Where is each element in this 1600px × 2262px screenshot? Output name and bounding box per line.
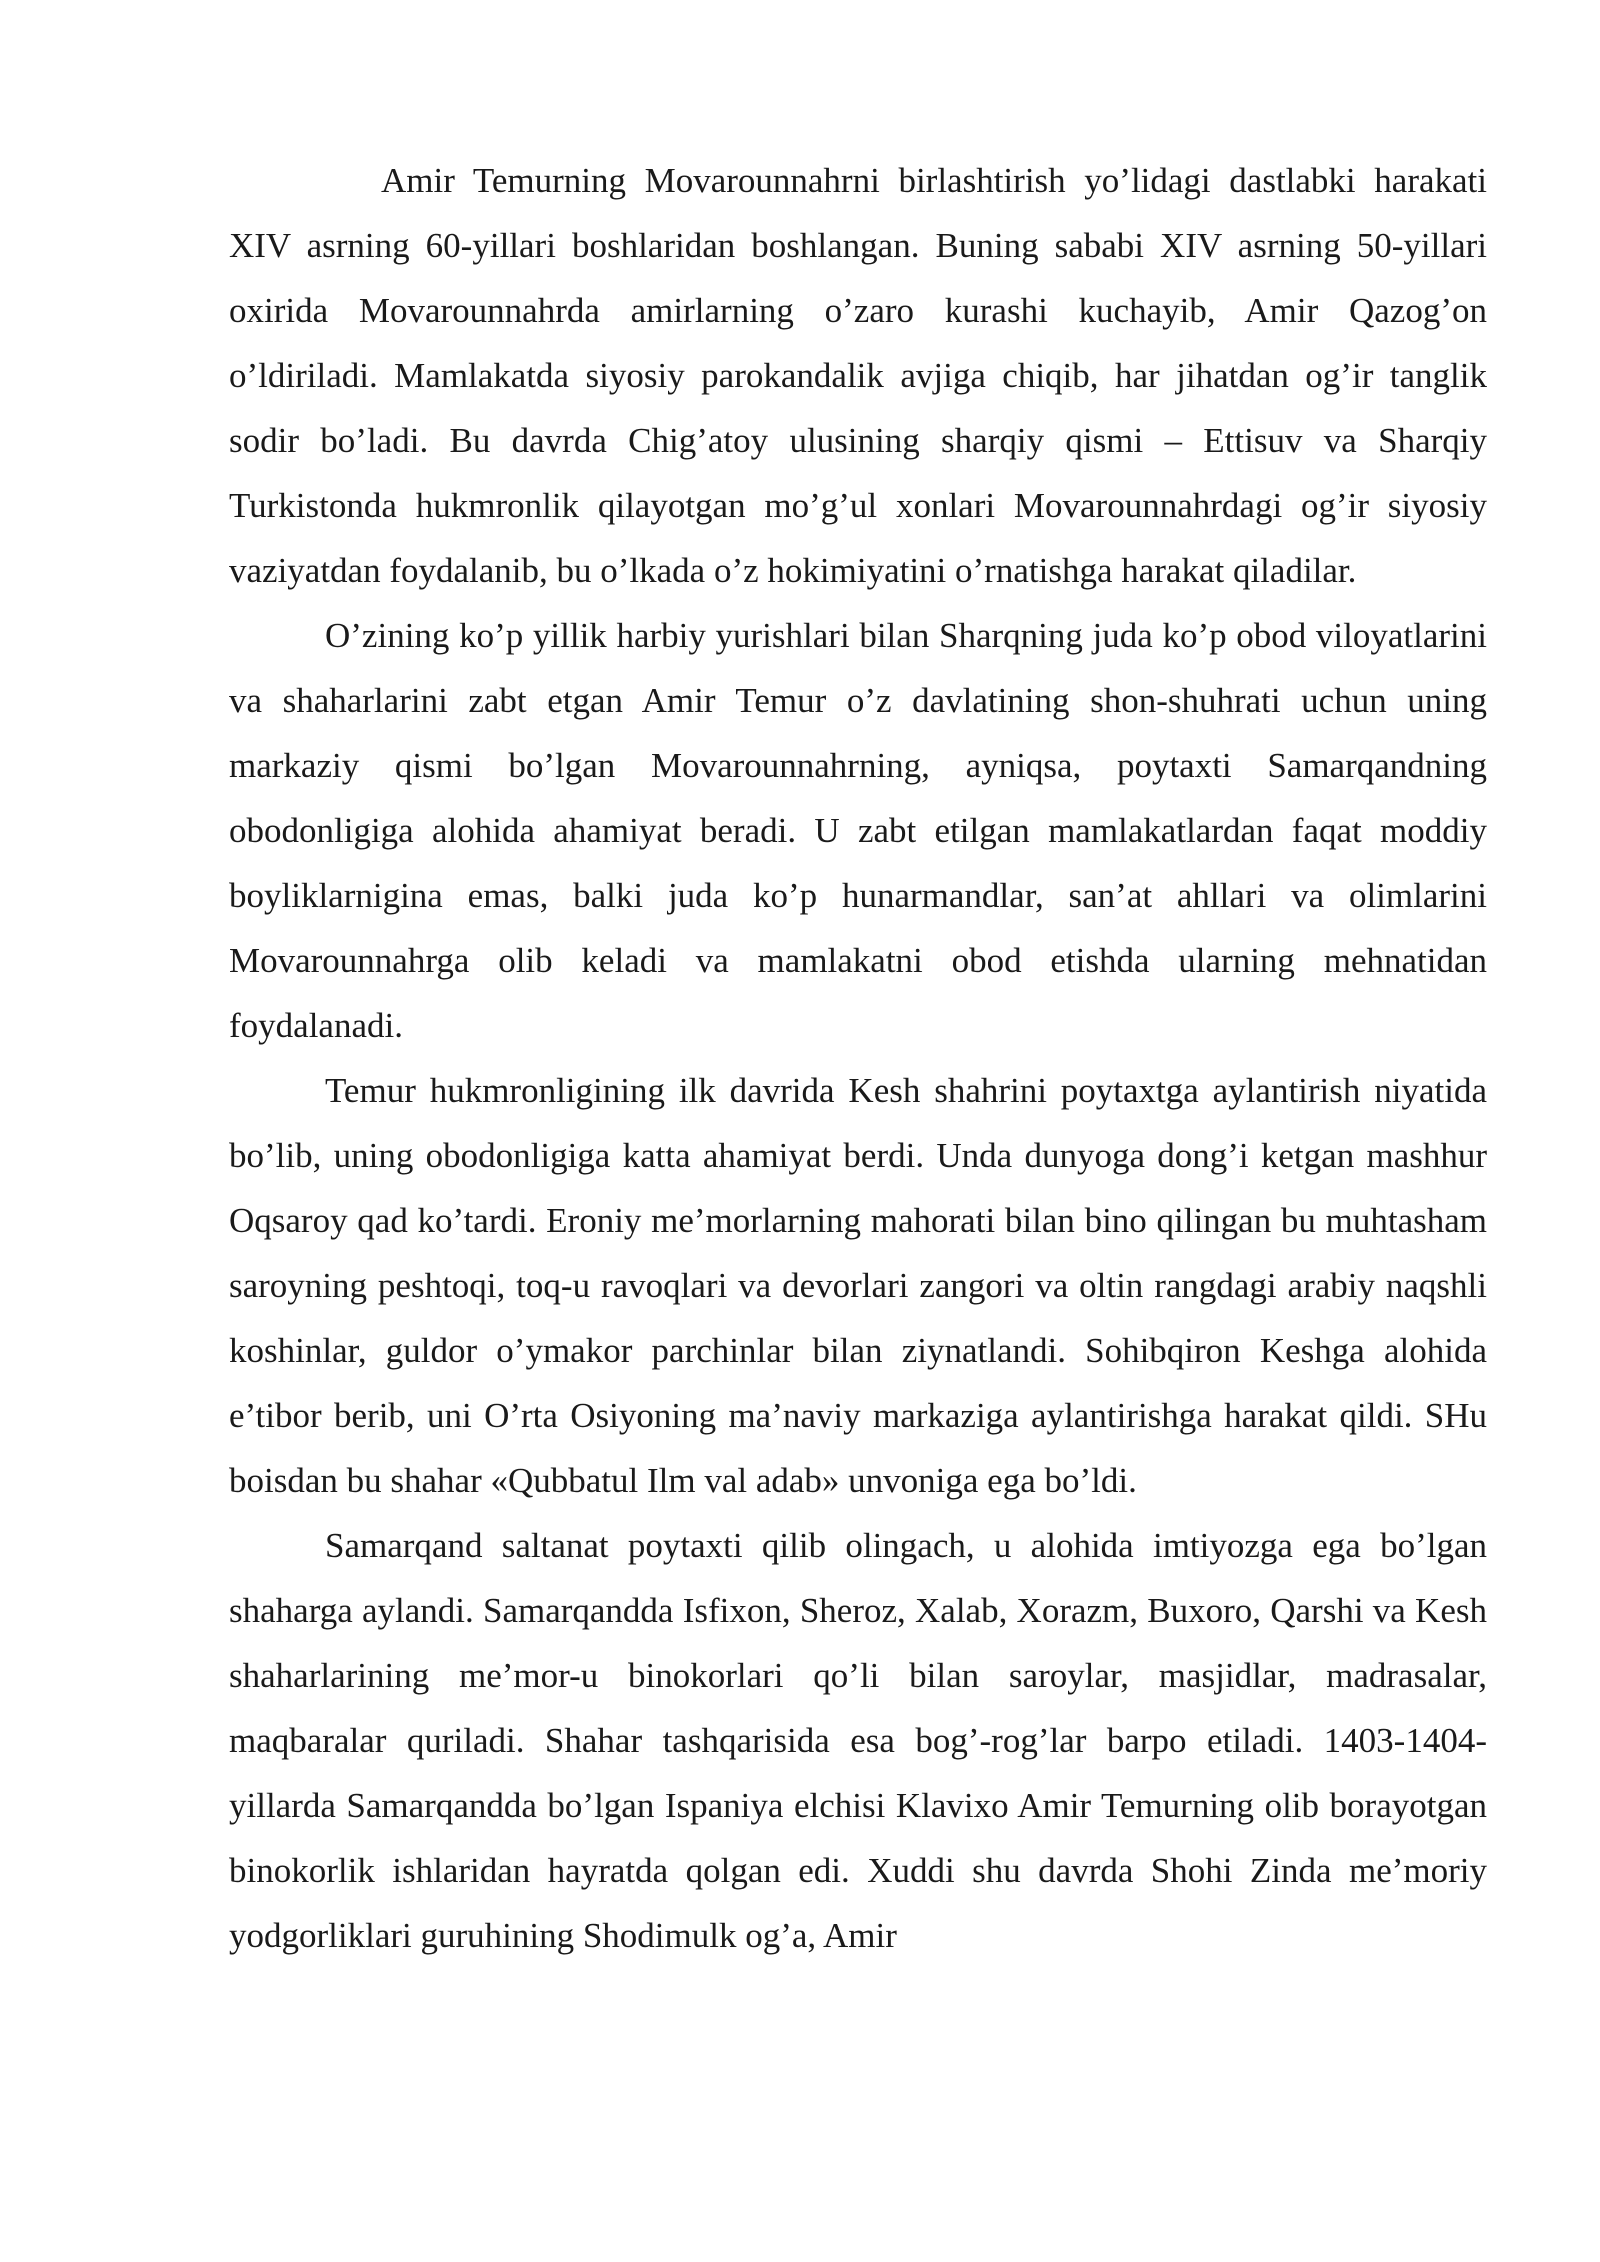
paragraph-4: Samarqand saltanat poytaxti qilib olingach, u alohida imtiyozga ega bo’lgan shaharga aylandi. Samarqandda Isfixon, Sheroz, Xalab, Xorazm, Buxoro, Qarshi va Kesh shaharlarining me’mor-u binokorlari qo’li bilan saroylar, masjidlar, madrasalar, maqbaralar quriladi. Shahar tashqarisida esa bog’-rog’lar barpo etiladi. 1403-1404-yillarda Samarqandda bo’lgan Ispaniya elchisi Klavixo Amir Temurning olib borayotgan binokorlik ishlaridan hayratda qolgan edi. Xuddi shu davrda Shohi Zinda me’moriy yodgorliklari guruhining Shodimulk og’a, Amir: [229, 1526, 1487, 1955]
paragraph-1: Amir Temurning Movarounnahrni birlashtirish yo’lidagi dastlabki harakati XIV asrning 60-yillari boshlaridan boshlangan. Buning sababi XIV asrning 50-yillari oxirida Movarounnahrda amirlarning o’zaro kurashi kuchayib, Amir Qazog’on o’ldiriladi. Mamlakatda siyosiy parokandalik avjiga chiqib, har jihatdan og’ir tanglik sodir bo’ladi. Bu davrda Chig’atoy ulusining sharqiy qismi – Ettisuv va Sharqiy Turkistonda hukmronlik qilayotgan mo’g’ul xonlari Movarounnahrdagi og’ir siyosiy vaziyatdan foydalanib, bu o’lkada o’z hokimiyatini o’rnatishga harakat qiladilar.: [229, 161, 1487, 590]
body-text: [229, 148, 1487, 1968]
paragraph-3: Temur hukmronligining ilk davrida Kesh shahrini poytaxtga aylantirish niyatida bo’lib, uning obodonligiga katta ahamiyat berdi. Unda dunyoga dong’i ketgan mashhur Oqsaroy qad ko’tardi. Eroniy me’morlarning mahorati bilan bino qilingan bu muhtasham saroyning peshtoqi, toq-u ravoqlari va devorlari zangori va oltin rangdagi arabiy naqshli koshinlar, guldor o’ymakor parchinlar bilan ziynatlandi. Sohibqiron Keshga alohida e’tibor berib, uni O’rta Osiyoning ma’naviy markaziga aylantirishga harakat qildi. SHu boisdan bu shahar «Qubbatul Ilm val adab» unvoniga ega bo’ldi.: [229, 1071, 1487, 1500]
paragraph-2: O’zining ko’p yillik harbiy yurishlari bilan Sharqning juda ko’p obod viloyatlarini va shaharlarini zabt etgan Amir Temur o’z davlatining shon-shuhrati uchun uning markaziy qismi bo’lgan Movarounnahrning, ayniqsa, poytaxti Samarqandning obodonligiga alohida ahamiyat beradi. U zabt etilgan mamlakatlardan faqat moddiy boyliklarnigina emas, balki juda ko’p hunarmandlar, san’at ahllari va olimlarini Movarounnahrga olib keladi va mamlakatni obod etishda ularning mehnatidan foydalanadi.: [229, 616, 1487, 1045]
